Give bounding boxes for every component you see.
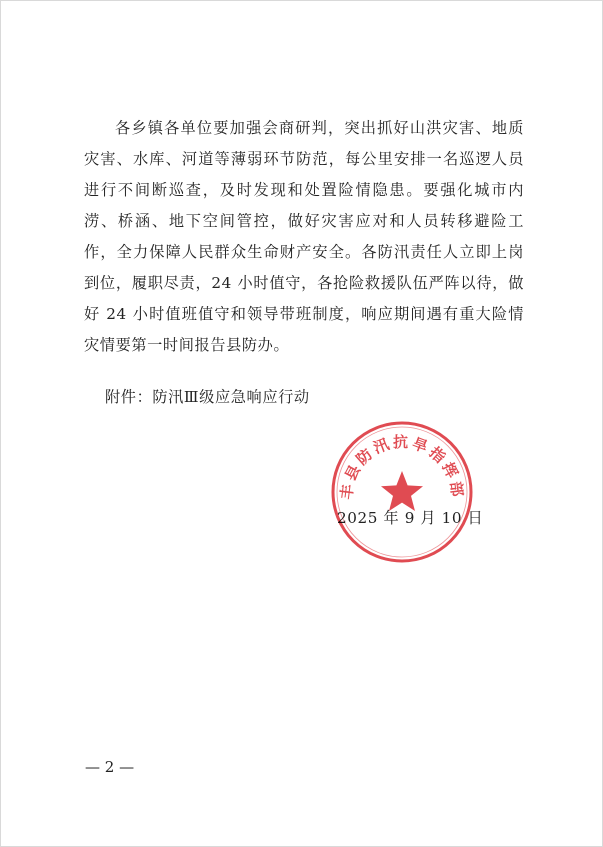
page-number: — 2 —	[85, 758, 135, 776]
body-paragraph: 各乡镇各单位要加强会商研判，突出抓好山洪灾害、地质灾害、水库、河道等薄弱环节防范，每公里安排一名巡逻人员进行不间断巡查，及时发现和处置险情隐患。要强化城市内涝、桥涵、地下空间管控，做好灾害应对和人员转移避险工作，全力保障人民群众生命财产安全。各防汛责任人立即上岗到位，履职尽责，24 小时值守，各抢险救援队伍严阵以待，做好 24 小时值班值守和领导带班制度，响应期间遇有重大险情灾情要第一时间报告县防办。	[84, 119, 524, 354]
attachment-line: 附件：防汛Ⅲ级应急响应行动	[105, 388, 310, 406]
seal-text-path: 丰县防汛抗旱指挥部	[337, 433, 467, 501]
official-seal	[329, 419, 475, 565]
issue-date: 2025 年 9 月 10 日	[337, 509, 484, 527]
star-icon	[381, 471, 423, 511]
